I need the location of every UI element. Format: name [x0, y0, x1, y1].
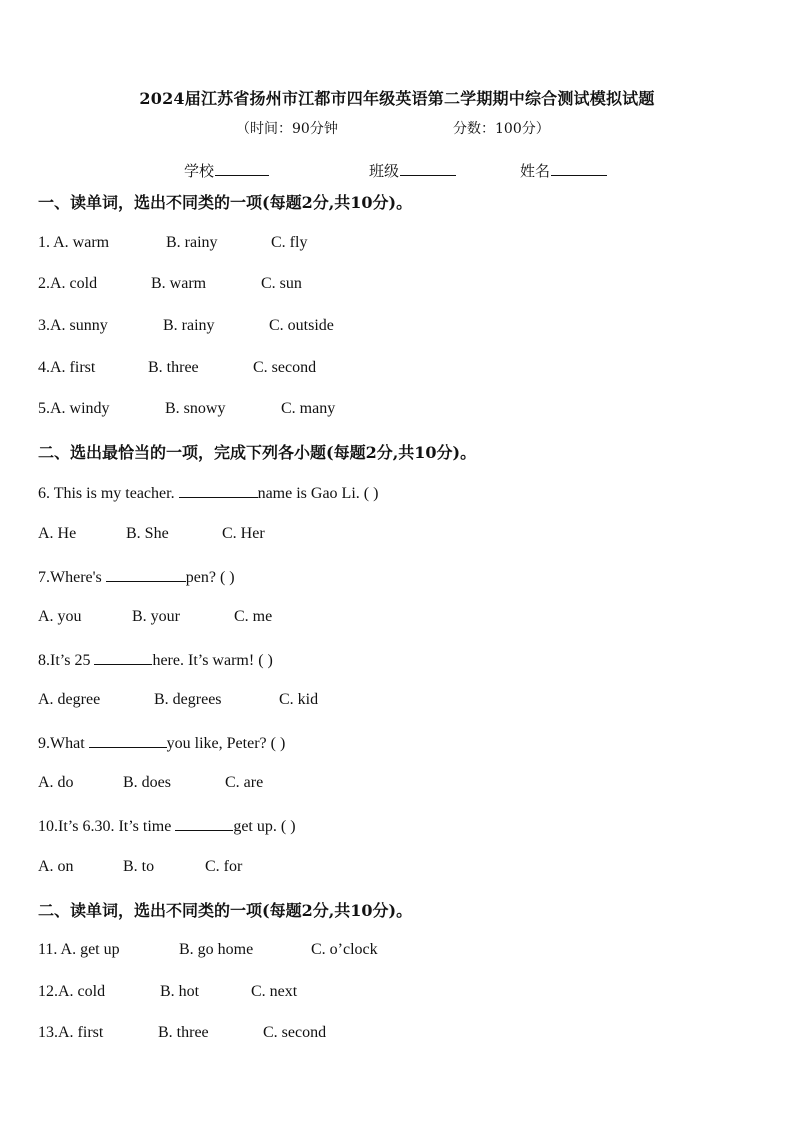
question-6-options [38, 525, 265, 543]
q7-text-after: pen? ( ) [185, 569, 235, 586]
school-blank [215, 174, 269, 176]
question-7 [38, 567, 235, 587]
section-1-heading: 一、读单词，选出不同类的一项(每题2分,共10分)。 [38, 193, 413, 212]
name-label: 姓名 [520, 162, 551, 180]
q9-option-c: C. are [225, 774, 264, 791]
section-3-heading: 二、读单词，选出不同类的一项(每题2分,共10分)。 [38, 901, 413, 920]
exam-time: （时间：90分钟 [236, 121, 338, 137]
q11-option-c: C. o’clock [311, 941, 378, 958]
q8-text-after: here. It’s warm! ( ) [152, 652, 273, 669]
q6-option-c: C. Her [222, 525, 265, 542]
q8-text-before: 8.It’s 25 [38, 652, 95, 669]
q8-option-a: A. degree [38, 691, 101, 708]
question-6 [38, 483, 378, 503]
q9-answer-blank [89, 733, 167, 748]
q12-option-b: B. hot [160, 983, 200, 1000]
q6-option-b: B. She [126, 525, 169, 542]
q12-option-a: 12.A. cold [38, 983, 106, 1000]
question-12 [38, 983, 297, 1001]
q7-answer-blank [106, 567, 186, 582]
q7-text-before: 7.Where's [38, 569, 106, 586]
q7-option-b: B. your [132, 608, 180, 625]
q4-option-c: C. second [253, 359, 317, 376]
q7-option-c: C. me [234, 608, 273, 625]
q6-option-a: A. He [38, 525, 77, 542]
q8-option-b: B. degrees [154, 691, 222, 708]
q9-text-after: you like, Peter? ( ) [166, 735, 286, 752]
q12-option-c: C. next [251, 983, 298, 1000]
q1-option-b: B. rainy [166, 234, 218, 251]
question-10 [38, 816, 296, 836]
q7-option-a: A. you [38, 608, 82, 625]
q3-option-b: B. rainy [163, 317, 215, 334]
q13-option-a: 13.A. first [38, 1024, 104, 1041]
question-10-options [38, 858, 242, 876]
q2-option-b: B. warm [151, 275, 207, 292]
question-7-options [38, 608, 272, 626]
q9-option-b: B. does [123, 774, 171, 791]
q6-text-after: name is Gao Li. ( ) [257, 485, 379, 502]
name-blank [551, 174, 607, 176]
q1-option-c: C. fly [271, 234, 308, 251]
question-13 [38, 1024, 326, 1042]
question-9 [38, 733, 285, 753]
question-3 [38, 317, 334, 335]
question-5 [38, 400, 335, 418]
q13-option-b: B. three [158, 1024, 209, 1041]
q3-option-c: C. outside [269, 317, 334, 334]
question-9-options [38, 774, 263, 792]
q3-option-a: 3.A. sunny [38, 317, 108, 334]
question-8 [38, 650, 273, 670]
q1-option-a: 1. A. warm [38, 234, 110, 251]
question-1 [38, 234, 307, 252]
q10-option-c: C. for [205, 858, 243, 875]
q4-option-b: B. three [148, 359, 199, 376]
page-title: 2024届江苏省扬州市江都市四年级英语第二学期期中综合测试模拟试题 [139, 89, 655, 108]
section-2-heading: 二、选出最恰当的一项，完成下列各小题(每题2分,共10分)。 [38, 443, 477, 462]
exam-score: 分数：100分） [453, 121, 550, 137]
school-label: 学校 [184, 162, 215, 180]
q10-answer-blank [175, 816, 233, 831]
class-blank [400, 174, 456, 176]
q5-option-a: 5.A. windy [38, 400, 110, 417]
q13-option-c: C. second [263, 1024, 327, 1041]
q5-option-b: B. snowy [165, 400, 226, 417]
q2-option-c: C. sun [261, 275, 302, 292]
question-2 [38, 275, 302, 293]
question-8-options [38, 691, 318, 709]
question-11 [38, 941, 378, 959]
q6-answer-blank [179, 483, 258, 498]
q9-text-before: 9.What [38, 735, 89, 752]
q6-text-before: 6. This is my teacher. [38, 485, 179, 502]
class-field [369, 160, 456, 181]
q8-answer-blank [94, 650, 152, 665]
q9-option-a: A. do [38, 774, 74, 791]
q11-option-a: 11. A. get up [38, 941, 120, 958]
class-label: 班级 [369, 162, 400, 180]
q10-option-b: B. to [123, 858, 155, 875]
q10-option-a: A. on [38, 858, 74, 875]
q10-text-after: get up. ( ) [233, 818, 296, 835]
q10-text-before: 10.It’s 6.30. It’s time [38, 818, 176, 835]
q5-option-c: C. many [281, 400, 336, 417]
q11-option-b: B. go home [179, 941, 254, 958]
question-4 [38, 359, 316, 377]
q4-option-a: 4.A. first [38, 359, 96, 376]
q8-option-c: C. kid [279, 691, 319, 708]
school-field [184, 160, 269, 181]
name-field [520, 160, 607, 181]
q2-option-a: 2.A. cold [38, 275, 98, 292]
